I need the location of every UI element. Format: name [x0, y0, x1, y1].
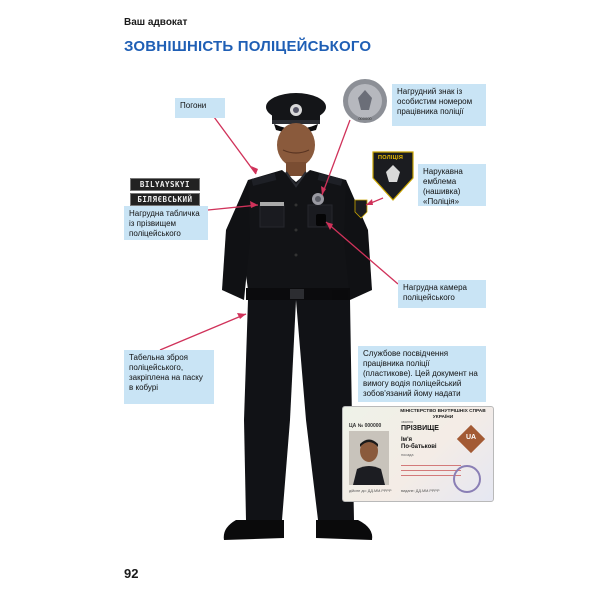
- callout-shoulder-straps: Погони: [175, 98, 225, 118]
- id-surname: ПРІЗВИЩЕ: [401, 425, 439, 432]
- arm-badge-label: ПОЛІЦІЯ: [378, 155, 404, 161]
- id-ministry: МІНІСТЕРСТВО ВНУТРІШНІХ СПРАВ УКРАЇНИ: [400, 409, 486, 420]
- id-rank-label: звання: [401, 420, 414, 424]
- police-id-card: [342, 406, 494, 502]
- callout-firearm: Табельна зброя поліцейського, закріплена на паску в кобурі: [124, 350, 214, 404]
- nameplate-latin: BILYAYSKYI: [130, 178, 200, 191]
- callout-name-plate: Нагрудна табличка із прізвищем поліцейського: [124, 206, 208, 240]
- callout-arm-emblem: Нарукавна емблема (нашивка) «Поліція»: [418, 164, 486, 206]
- id-issued: видане: ДД.ММ.РРРР: [401, 489, 440, 493]
- id-patronymic: По-батькові: [401, 444, 437, 450]
- officer-head: [277, 123, 315, 176]
- callout-id-card: Службове посвідчення працівника поліції (пластикове). Цей документ на вимогу водія поліцейський зобов'язаний йому надати: [358, 346, 486, 402]
- nameplate-cyrillic: БІЛЯЄВСЬКИЙ: [130, 193, 200, 206]
- id-photo: [349, 431, 389, 485]
- svg-text:000000: 000000: [358, 116, 372, 121]
- id-name: [401, 437, 437, 451]
- page-number: 92: [124, 566, 139, 581]
- shoes: [224, 520, 372, 540]
- callout-chest-badge: Нагрудний знак із особистим номером працівника поліції: [392, 84, 486, 126]
- chest-badge-detail: [343, 79, 387, 123]
- id-valid-until: дійсне до: ДД.ММ.РРРР: [349, 489, 392, 493]
- id-position-label: посада: [401, 453, 414, 457]
- page-title: ЗОВНІШНІСТЬ ПОЛІЦЕЙСЬКОГО: [124, 38, 372, 55]
- id-number: ЦА № 000000: [349, 423, 382, 429]
- id-first-name: Ім'я: [401, 437, 413, 443]
- page-header: Ваш адвокат: [124, 17, 188, 28]
- uniform-shirt: [240, 170, 358, 290]
- callout-body-camera: Нагрудна камера поліцейського: [398, 280, 486, 308]
- id-signature-lines: [401, 465, 461, 480]
- uniform-trousers: [244, 300, 354, 520]
- police-seal-icon: [453, 465, 481, 493]
- id-country-code: UA: [465, 434, 477, 441]
